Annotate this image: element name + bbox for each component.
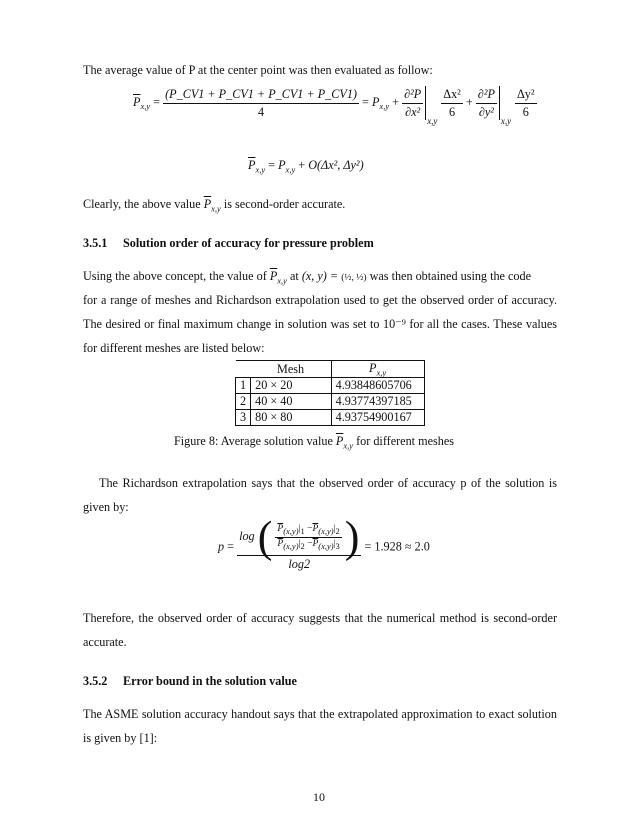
caption-prefix: Figure 8: Average solution value	[174, 434, 333, 448]
section-352-title: Error bound in the solution value	[123, 674, 297, 688]
eq1-dx-num: Δx²	[441, 87, 463, 104]
eq1-lhs-sub: x,y	[140, 101, 151, 112]
paragraph-average-intro: The average value of P at the center point was then evaluated as follow:	[83, 63, 433, 77]
p2-sub: x,y	[211, 203, 221, 214]
eq1-rhs-term: P	[371, 94, 380, 109]
caption-suffix: for different meshes	[356, 434, 454, 448]
eq3-denominator: log2	[288, 556, 311, 571]
mesh-table-value: 4.93848605706	[331, 378, 424, 394]
paragraph-asme-line1: The ASME solution accuracy handout says that the extrapolated approximation to exact solution	[83, 707, 557, 721]
section-heading-351	[83, 236, 374, 251]
paragraph-concept-line1: Using the above concept, the value of $\overline{P}_{x,y}$ at (x, y) = (½, ½) was then obtained using the code	[83, 269, 532, 286]
section-351-number: 3.5.1	[83, 236, 108, 250]
mesh-table-value: 4.93774397185	[331, 394, 424, 410]
section-351-title: Solution order of accuracy for pressure problem	[123, 236, 374, 250]
paragraph-conclusion-line2: accurate.	[83, 635, 127, 649]
p3-l1-c: was then obtained using the code	[369, 269, 532, 283]
eq1-d2p-den-y: ∂y²	[478, 104, 494, 119]
table-row	[236, 394, 425, 410]
eq2-lhs-sub: x,y	[255, 164, 266, 175]
eq1-d2p-num-x: ∂²P	[402, 87, 423, 104]
eq1-dy-num: Δy²	[515, 87, 537, 104]
paragraph-concept-line3: The desired or final maximum change in solution was set to 10⁻⁹ for all the cases. These values	[83, 317, 557, 331]
eq3-fraction: log ( $\frac{\overline{P}_{(x,y)}|_1 -\overline{P}_{(x,y)}|_2}{\overline{P}_{(x,y)}|_2 -\overline{P}_{(x,y)}|_3}$ ) log2	[239, 512, 360, 571]
eq1-eval-sub-x: x,y	[427, 116, 438, 126]
mesh-table-index: 3	[236, 410, 251, 426]
table-row	[236, 410, 425, 426]
p2-pre: Clearly, the above value	[83, 197, 201, 211]
mesh-table-header-mesh: Mesh	[251, 361, 332, 378]
eq1-second-derivative-x	[402, 87, 423, 120]
mesh-table-corner	[236, 361, 251, 378]
eq3-sub2b: 2	[300, 540, 305, 551]
eq3-sub2: 2	[335, 525, 340, 536]
eq1-eval-bar-x	[423, 86, 438, 126]
mesh-table	[235, 360, 425, 426]
eq1-numerator: (P_CV1 + P_CV1 + P_CV1 + P_CV1)	[163, 87, 359, 104]
eq3-log: log	[239, 529, 255, 544]
eq1-d2p-den-x: ∂x²	[405, 104, 421, 119]
eq1-fraction	[163, 87, 359, 120]
mesh-table-index: 2	[236, 394, 251, 410]
mesh-table-value: 4.93754900167	[331, 410, 424, 426]
eq1-eval-bar-y	[497, 86, 512, 126]
mesh-table-index: 1	[236, 378, 251, 394]
paragraph-second-order: Clearly, the above value $\overline{P}_{x,y}$ is second-order accurate.	[83, 197, 346, 214]
mesh-table-mesh: 40 × 40	[251, 394, 332, 410]
paragraph-richardson-line1: The Richardson extrapolation says that the observed order of accuracy p of the solution is	[99, 476, 557, 490]
section-352-number: 3.5.2	[83, 674, 108, 688]
equation-order: $\overline{P}_{x,y} = P_{x,y} + O(\Delta x^2$, Δy²)	[248, 158, 364, 175]
equation-average: $\overline{P}_{x,y}$ = $\frac{(P\_CV1 + P\_CV1 + P\_CV1 + P\_CV1)}{4}$ = $P_{x,y}$ + $\frac{\text{∂²P}}{\text{∂x²}}$ x,y $\frac{\text{Δx²}}{6}$ + $\frac{\text{∂²P}}{\text{∂y²}}$ x,y $\frac{\text{Δy²}}{6}$	[133, 86, 535, 126]
eq3-sub1: 1	[300, 525, 305, 536]
mesh-table-header-value: $\overline{P}_{x,y}$	[331, 361, 424, 378]
figure-caption: Figure 8: Average solution value $\overline{P}_{x,y}$ for different meshes	[174, 434, 454, 451]
eq1-lhs: $\overline{P}$	[133, 94, 141, 109]
eq1-second-derivative-y	[476, 87, 497, 120]
paragraph-concept-line4: for different meshes are listed below:	[83, 341, 265, 355]
eq1-dy-over-six	[515, 87, 537, 120]
p3-l1-a: Using the above concept, the value of	[83, 269, 267, 283]
equation-observed-order: p = log ( $\frac{\overline{P}_{(x,y)}|_1 -\overline{P}_{(x,y)}|_2}{\overline{P}_{(x,y)}|_2 -\overline{P}_{(x,y)}|_3}$ ) log2 = 1.928 ≈ 2.0	[218, 512, 430, 571]
table-row	[236, 378, 425, 394]
eq1-denominator: 4	[258, 104, 265, 119]
caption-sub: x,y	[343, 440, 354, 451]
mesh-table-header-row	[236, 361, 425, 378]
eq3-lhs: p	[218, 539, 225, 554]
section-heading-352	[83, 674, 297, 689]
paragraph-concept-line2: for a range of meshes and Richardson extrapolation used to get the observed order of accuracy.	[83, 293, 557, 307]
page-number: 10	[313, 790, 325, 804]
eq1-six-y: 6	[522, 104, 529, 119]
eq1-six-x: 6	[448, 104, 456, 119]
eq3-result: = 1.928 ≈ 2.0	[364, 539, 430, 554]
eq2-rhs: P	[278, 158, 286, 172]
eq1-d2p-num-y: ∂²P	[476, 87, 497, 104]
paragraph-richardson-line2: given by:	[83, 500, 129, 514]
p2-post: is second-order accurate.	[223, 197, 346, 211]
eq3-sub3: 3	[335, 540, 340, 551]
eq2-order-term: O(Δx², Δy²)	[308, 158, 364, 172]
eq1-dx-over-six	[441, 87, 463, 120]
paragraph-conclusion-line1: Therefore, the observed order of accuracy suggests that the numerical method is second-order	[83, 611, 557, 625]
mesh-table-mesh: 20 × 20	[251, 378, 332, 394]
mesh-table-mesh: 80 × 80	[251, 410, 332, 426]
eq1-eval-sub-y: x,y	[500, 116, 512, 126]
p3-l1-b: at	[289, 269, 299, 283]
paragraph-asme-line2: is given by [1]:	[83, 731, 158, 745]
eq1-rhs-sub: x,y	[379, 101, 390, 112]
eq2-rhs-sub: x,y	[285, 164, 296, 175]
